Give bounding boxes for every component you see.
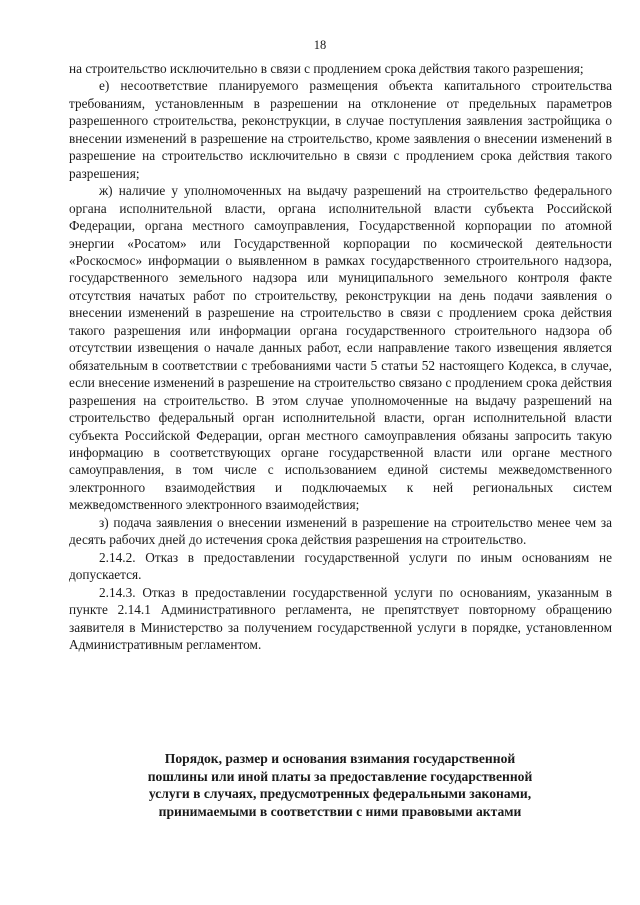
paragraph-continuation: на строительство исключительно в связи с продлением срока действия такого разрешения; xyxy=(69,61,584,76)
paragraph-item-zh: ж) наличие у уполномоченных на выдачу разрешений на строительство федерального органа исполнительной власти, органа исполнительной власти субъекта Российской Федерации, органа местного самоуправления, Государственной корпорации по атомной энергии «Росатом» или Государственной корпорации по космической деятельности «Роскосмос» информации о выявленном в рамках государственного строительного надзора, государственного земельного надзора или муниципального земельного контроля факте отсутствия начатых работ по строительству, реконструкции на день подачи заявления о внесении изменений в разрешение на строительство в связи с продлением срока действия такого разрешения или информации органа государственного строительного надзора об отсутствии извещения о начале данных работ, если направление такого извещения является обязательным в соответствии с требованиями части 5 статьи 52 настоящего Кодекса, в случае, если внесение изменений в разрешение на строительство связано с продлением срока действия разрешения на строительство. В этом случае уполномоченные на выдачу разрешений на строительство федеральный орган исполнительной власти, орган исполнительной власти субъекта Российской Федерации, орган местного самоуправления обязаны запросить такую информацию в соответствующих органе государственной власти или органе местного самоуправления, в том числе с использованием единой системы межведомственного электронного взаимодействия и подключаемых к ней региональных систем межведомственного электронного взаимодействия; xyxy=(69,183,612,513)
section-heading-line: принимаемыми в соответствии с ними правовыми актами xyxy=(158,803,522,819)
paragraph-item-e: е) несоответствие планируемого размещения объекта капитального строительства требованиям, установленным в разрешении на отклонение от предельных параметров разрешенного строительства, реконструкции, в случае поступления заявления застройщика о внесении изменений в разрешение на строительство, кроме заявления о внесении изменений в разрешение на строительство исключительно в связи с продлением срока действия такого разрешения; xyxy=(69,78,612,181)
paragraph-2-14-3: 2.14.3. Отказ в предоставлении государственной услуги по основаниям, указанным в пункте 2.14.1 Административного регламента, не препятствует повторному обращению заявителя в Министерство за получением государственной услуги в порядке, установленном Административным регламентом. xyxy=(69,584,612,652)
body-text xyxy=(69,60,612,653)
page-number: 18 xyxy=(313,38,327,52)
section-heading-line: услуги в случаях, предусмотренных федеральными законами, xyxy=(148,786,532,802)
section-heading-line: Порядок, размер и основания взимания государственной xyxy=(164,751,516,766)
section-heading xyxy=(80,750,600,820)
paragraph-2-14-2: 2.14.2. Отказ в предоставлении государственной услуги по иным основаниям не допускается. xyxy=(69,549,612,583)
section-heading-line: пошлины или иной платы за предоставление государственной xyxy=(147,768,533,784)
paragraph-item-z: з) подача заявления о внесении изменений в разрешение на строительство менее чем за десять рабочих дней до истечения срока действия разрешения на строительство. xyxy=(69,514,612,548)
